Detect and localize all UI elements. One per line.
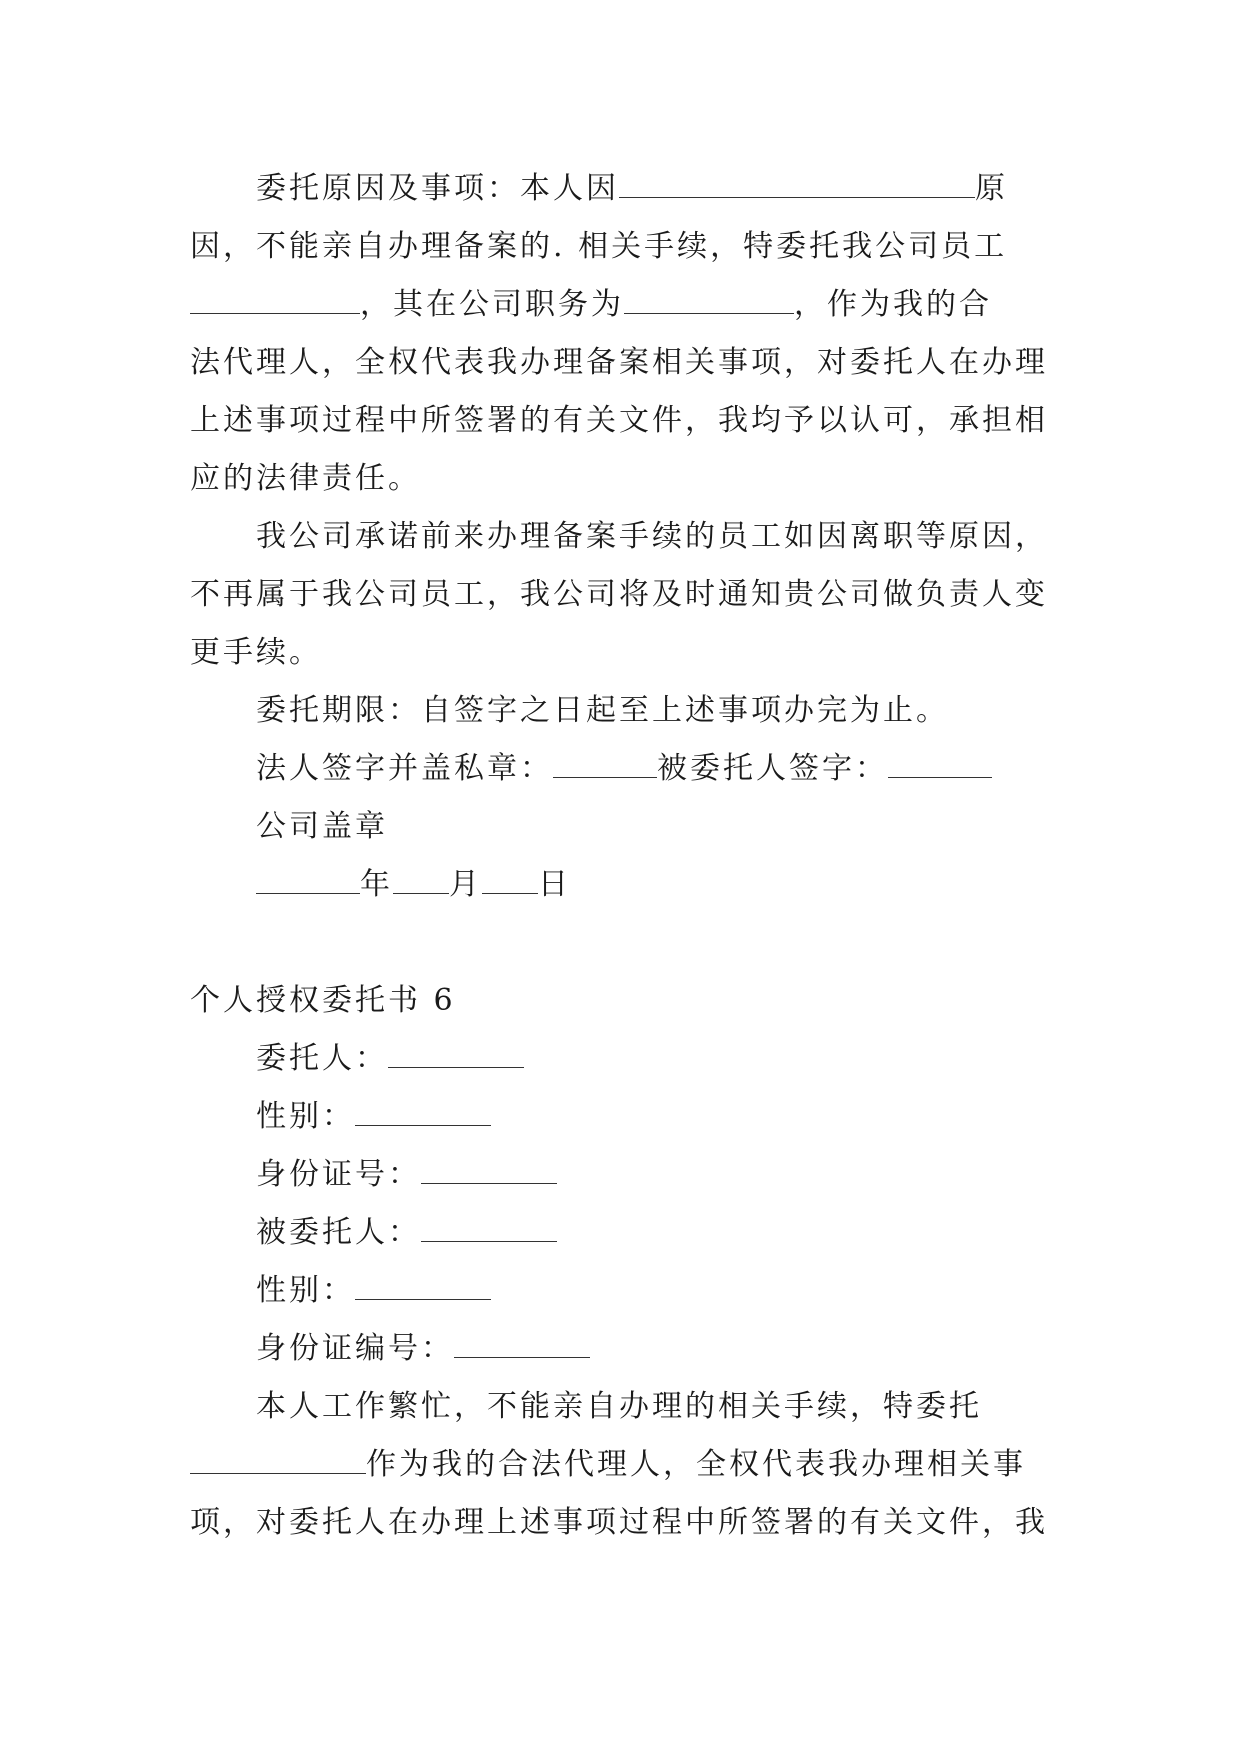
text: 委托期限：自签字之日起至上述事项办完为止。	[256, 693, 949, 728]
id1-line	[190, 1146, 1060, 1204]
agent-signature-blank	[888, 749, 992, 778]
text: 上述事项过程中所签署的有关文件，我均予以认可，承担相	[190, 403, 1048, 438]
agent-blank	[421, 1213, 557, 1242]
text: 不再属于我公司员工，我公司将及时通知贵公司做负责人变	[190, 577, 1048, 612]
agent-line	[190, 1204, 1060, 1262]
body-line-2	[190, 1436, 1060, 1494]
gender2-blank	[355, 1271, 491, 1300]
text: 公司盖章	[256, 809, 388, 844]
spacer	[190, 914, 1060, 972]
principal-line	[190, 1030, 1060, 1088]
text: 被委托人签字：	[657, 751, 888, 786]
text: ，作为我的合	[794, 287, 992, 322]
p1-line-5	[190, 392, 1060, 450]
term-line	[190, 682, 1060, 740]
text: 委托原因及事项：本人因	[256, 171, 619, 206]
document-page	[190, 160, 1060, 1552]
id2-blank	[454, 1329, 590, 1358]
p1-line-6	[190, 450, 1060, 508]
signature-line	[190, 740, 1060, 798]
gender2-line	[190, 1262, 1060, 1320]
legal-signature-blank	[553, 749, 657, 778]
text: 我公司承诺前来办理备案手续的员工如因离职等原因，	[256, 519, 1048, 554]
text: ，其在公司职务为	[360, 287, 624, 322]
year-blank	[256, 865, 360, 894]
text: 法代理人，全权代表我办理备案相关事项，对委托人在办理	[190, 345, 1048, 380]
text: 性别：	[256, 1273, 355, 1308]
gender1-line	[190, 1088, 1060, 1146]
date-line	[190, 856, 1060, 914]
body-line-1	[190, 1378, 1060, 1436]
text: 月	[449, 867, 482, 902]
text: 原	[975, 171, 1008, 206]
body-line-3	[190, 1494, 1060, 1552]
text: 更手续。	[190, 635, 322, 670]
text: 性别：	[256, 1099, 355, 1134]
p2-line-2	[190, 566, 1060, 624]
month-blank	[393, 865, 449, 894]
p1-line-3	[190, 276, 1060, 334]
delegate-blank	[190, 1445, 366, 1474]
id1-blank	[421, 1155, 557, 1184]
id2-line	[190, 1320, 1060, 1378]
text: 个人授权委托书 6	[190, 983, 456, 1018]
seal-line	[190, 798, 1060, 856]
principal-blank	[388, 1039, 524, 1068]
text: 被委托人：	[256, 1215, 421, 1250]
p1-line-1	[190, 160, 1060, 218]
text: 本人工作繁忙，不能亲自办理的相关手续，特委托	[256, 1389, 982, 1424]
gender1-blank	[355, 1097, 491, 1126]
text: 身份证编号：	[256, 1331, 454, 1366]
text: 因，不能亲自办理备案的. 相关手续，特委托我公司员工	[190, 229, 1008, 264]
text: 日	[538, 867, 571, 902]
position-blank	[624, 285, 794, 314]
p2-line-1	[190, 508, 1060, 566]
text: 委托人：	[256, 1041, 388, 1076]
p1-line-2	[190, 218, 1060, 276]
text: 身份证号：	[256, 1157, 421, 1192]
p1-line-4	[190, 334, 1060, 392]
text: 应的法律责任。	[190, 461, 421, 496]
text: 作为我的合法代理人，全权代表我办理相关事	[366, 1447, 1026, 1482]
text: 法人签字并盖私章：	[256, 751, 553, 786]
day-blank	[482, 865, 538, 894]
section-title	[190, 972, 1060, 1030]
text: 年	[360, 867, 393, 902]
employee-blank	[190, 285, 360, 314]
reason-blank	[619, 169, 975, 198]
p2-line-3	[190, 624, 1060, 682]
text: 项，对委托人在办理上述事项过程中所签署的有关文件，我	[190, 1505, 1048, 1540]
